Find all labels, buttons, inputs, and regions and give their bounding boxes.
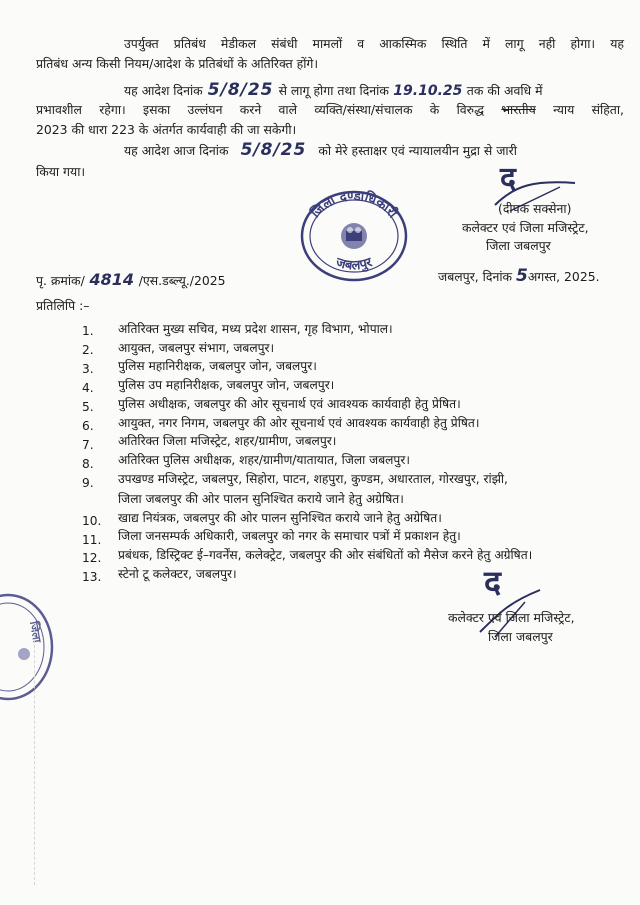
paragraph-3-line-1 bbox=[36, 102, 624, 118]
cc-item-text: पुलिस अधीक्षक, जबलपुर की ओर सूचनार्थ एवं आवश्यक कार्यवाही हेतु प्रेषित। bbox=[118, 397, 461, 411]
handwritten-date-to: 19.10.25 bbox=[393, 83, 463, 99]
cc-item-text-continued: जिला जबलपुर की ओर पालन सुनिश्चित कराये जाने हेतु अग्रेषित। bbox=[118, 492, 404, 506]
paragraph-3-line-2: 2023 की धारा 223 के अंतर्गत कार्यवाही की जा सकेगी। bbox=[36, 122, 297, 137]
order-date-prefix: यह आदेश दिनांक bbox=[124, 83, 203, 98]
cc-item-text: अतिरिक्त मुख्य सचिव, मध्य प्रदेश शासन, गृह विभाग, भोपाल। bbox=[118, 322, 393, 336]
cc-item-number: 12. bbox=[82, 551, 102, 565]
handwritten-reference-number: 4814 bbox=[89, 270, 135, 289]
reference-suffix: /एस.डब्ल्यू./2025 bbox=[138, 273, 226, 288]
cc-item-number: 13. bbox=[82, 570, 102, 584]
order-date-post: तक की अवधि में bbox=[466, 83, 543, 98]
scan-artifact-line bbox=[34, 625, 36, 885]
cc-item-number: 11. bbox=[82, 533, 102, 547]
struck-word: भारतीय bbox=[501, 102, 536, 117]
signatory-name: (दीपक सक्सेना) bbox=[498, 201, 572, 216]
cc-item-text: पुलिस महानिरीक्षक, जबलपुर जोन, जबलपुर। bbox=[118, 359, 317, 373]
signatory-2-title: कलेक्टर एवं जिला मजिस्ट्रेट, bbox=[448, 610, 575, 625]
reference-number-line bbox=[36, 272, 226, 289]
cc-item-text: प्रबंधक, डिस्ट्रिक्ट ई–गवर्नेंस, कलेक्ट्रेट, जबलपुर की ओर संबंधितों को मैसेज करने हेतु अग्रेषित। bbox=[118, 548, 533, 562]
margin-stamp-text: जिला bbox=[27, 620, 44, 644]
svg-text:जिला दण्डाधिकारी bbox=[307, 189, 401, 222]
cc-item-number: 4. bbox=[82, 381, 94, 395]
cc-item-text: स्टेनो टू कलेक्टर, जबलपुर। bbox=[118, 567, 237, 581]
cc-item-number: 9. bbox=[82, 476, 94, 490]
issue-date-prefix: यह आदेश आज दिनांक bbox=[124, 143, 229, 158]
cc-heading: प्रतिलिपि :– bbox=[36, 298, 90, 313]
handwritten-day: 5 bbox=[516, 266, 528, 286]
margin-stamp bbox=[0, 592, 60, 702]
handwritten-issue-date: 5/8/25 bbox=[240, 140, 307, 160]
paragraph-1-line-2: प्रतिबंध अन्य किसी नियम/आदेश के प्रतिबंधों के अतिरिक्त होंगे। bbox=[36, 56, 319, 71]
cc-item-number: 7. bbox=[82, 438, 94, 452]
cc-item-text: जिला जनसम्पर्क अधिकारी, जबलपुर को नगर के समाचार पत्रों में प्रकाशन हेतु। bbox=[118, 529, 461, 543]
issue-date-post: को मेरे हस्ताक्षर एवं न्यायालयीन मुद्रा से जारी bbox=[318, 143, 517, 158]
svg-text:जबलपुर bbox=[333, 255, 375, 274]
paragraph-2-line-1 bbox=[124, 82, 543, 99]
cc-item-number: 8. bbox=[82, 457, 94, 471]
cc-item-text: खाद्य नियंत्रक, जबलपुर की ओर पालन सुनिश्चित कराये जाने हेतु अग्रेषित। bbox=[118, 511, 442, 525]
cc-item-number: 6. bbox=[82, 419, 94, 433]
signature-mark-1: द bbox=[500, 161, 516, 196]
cc-item-text: उपखण्ड मजिस्ट्रेट, जबलपुर, सिहोरा, पाटन, शहपुरा, कुण्डम, अधारताल, गोरखपुर, रांझी, bbox=[118, 472, 508, 486]
place-date-line bbox=[438, 268, 600, 285]
signature-mark-2: द bbox=[484, 563, 501, 601]
signatory-district: जिला जबलपुर bbox=[486, 238, 551, 253]
place-date-prefix: जबलपुर, दिनांक bbox=[438, 269, 513, 284]
cc-item-number: 2. bbox=[82, 343, 94, 357]
seal-top-text: जिला दण्डाधिकारी bbox=[308, 188, 400, 222]
month-year: अगस्त, 2025. bbox=[527, 269, 600, 284]
paragraph-1-line-1: उपर्युक्त प्रतिबंध मेडीकल संबंधी मामलों व आकस्मिक स्थिति में लागू नही होगा। यह bbox=[124, 36, 624, 51]
reference-prefix: पृ. क्रमांक/ bbox=[36, 273, 85, 288]
cc-item-number: 3. bbox=[82, 362, 94, 376]
cc-item-text: पुलिस उप महानिरीक्षक, जबलपुर जोन, जबलपुर। bbox=[118, 378, 335, 392]
seal-bottom-text: जबलपुर bbox=[333, 255, 375, 274]
signatory-title: कलेक्टर एवं जिला मजिस्ट्रेट, bbox=[462, 220, 589, 235]
cc-item-text: आयुक्त, नगर निगम, जबलपुर की ओर सूचनार्थ एवं आवश्यक कार्यवाही हेतु प्रेषित। bbox=[118, 416, 480, 430]
paragraph-4-line-1 bbox=[124, 142, 517, 159]
signatory-2-district: जिला जबलपुर bbox=[488, 629, 553, 644]
cc-item-number: 1. bbox=[82, 324, 94, 338]
cc-item-text: आयुक्त, जबलपुर संभाग, जबलपुर। bbox=[118, 341, 275, 355]
paragraph-4-line-2: किया गया। bbox=[36, 164, 86, 179]
cc-item-number: 5. bbox=[82, 400, 94, 414]
order-date-mid: से लागू होगा तथा दिनांक bbox=[278, 83, 389, 98]
handwritten-date-from: 5/8/25 bbox=[207, 80, 274, 100]
cc-item-text: अतिरिक्त पुलिस अधीक्षक, शहर/ग्रामीण/यातायात, जिला जबलपुर। bbox=[118, 453, 410, 467]
seal-emblem-icon bbox=[341, 223, 367, 249]
paragraph-3-text-a: प्रभावशील रहेगा। इसका उल्लंघन करने वाले व्यक्ति/संस्था/संचालक के विरुद्ध bbox=[36, 102, 484, 117]
official-seal bbox=[296, 184, 412, 284]
cc-item-number: 10. bbox=[82, 514, 102, 528]
paragraph-3-text-b: न्याय संहिता, bbox=[553, 102, 624, 117]
cc-item-text: अतिरिक्त जिला मजिस्ट्रेट, शहर/ग्रामीण, जबलपुर। bbox=[118, 434, 337, 448]
